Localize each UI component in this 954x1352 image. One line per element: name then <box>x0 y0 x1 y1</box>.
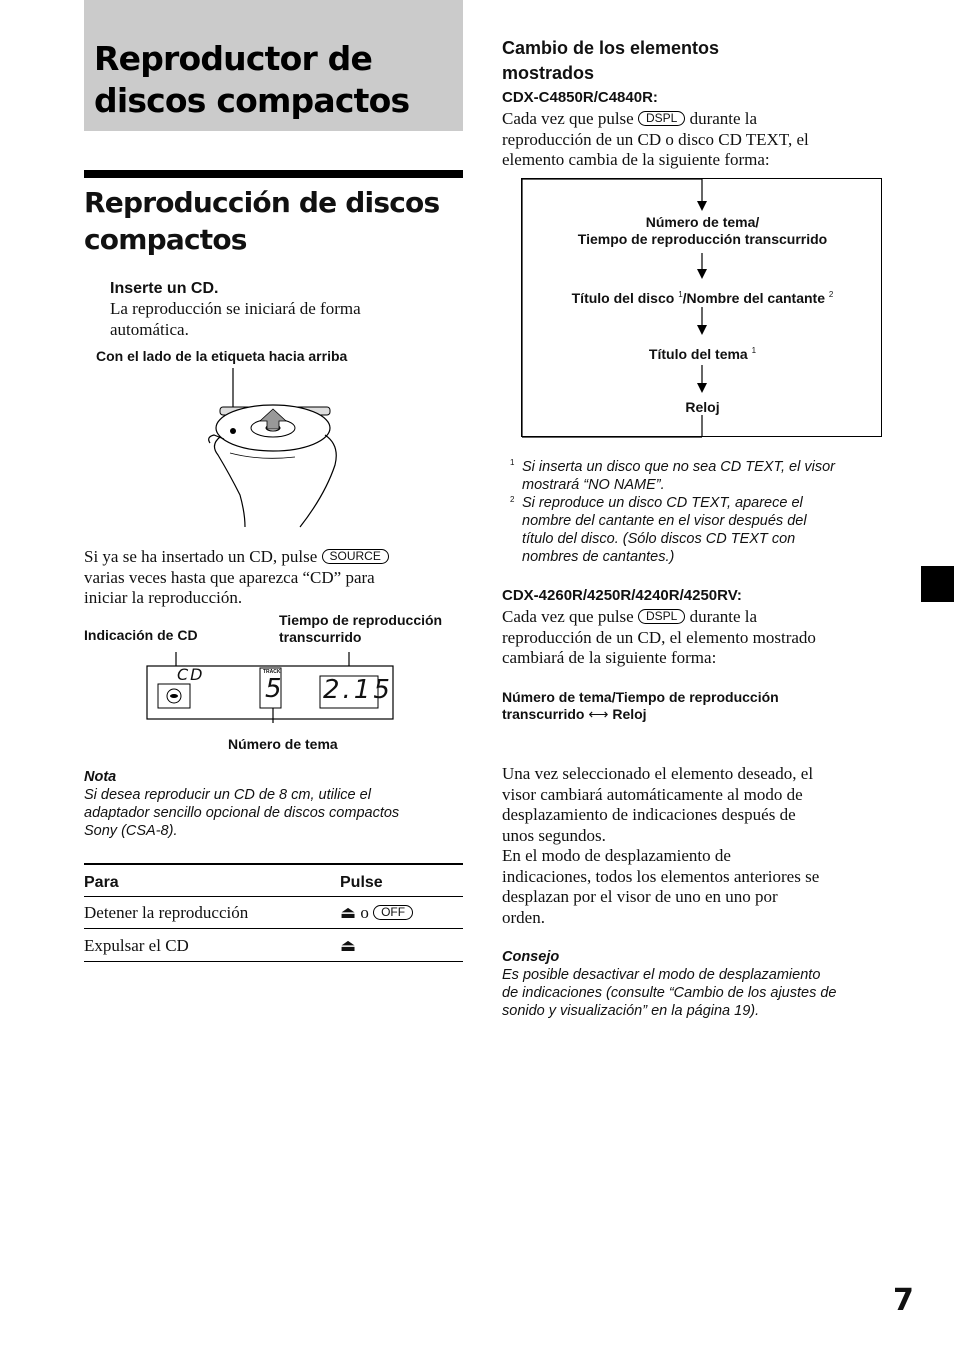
dspl-button[interactable]: DSPL <box>638 111 685 126</box>
label-elapsed-time: Tiempo de reproducción transcurrido <box>279 612 443 645</box>
table-rule <box>84 928 463 929</box>
flow-item-disc-title: Título del disco $^1$/Nombre del cantante $^2$ <box>571 290 834 306</box>
table-head-pulse: Pulse <box>340 874 383 891</box>
section-thumb-tab <box>921 566 954 602</box>
consejo: Consejo Es posible desactivar el modo de desplazamiento de indicaciones (consulte “Cambio de los ajustes de sonido y visualización” en la página 19). <box>502 949 837 1019</box>
nota: Nota Si desea reproducir un CD de 8 cm, utilice el adaptador sencillo opcional de discos compactos Sony (CSA-8). <box>84 769 400 839</box>
model-a: CDX-C4850R/C4840R: <box>502 89 658 106</box>
dspl-button[interactable]: DSPL <box>638 609 685 624</box>
source-button[interactable]: SOURCE <box>322 549 389 564</box>
cd-indicator: CD <box>177 665 205 684</box>
flow-item-track-time: Número de tema/ Tiempo de reproducción transcurrido <box>577 214 828 247</box>
footnote-2-num: 2 <box>510 495 515 504</box>
insert-step: Inserte un CD. <box>110 280 219 297</box>
table-row-stop: Detener la reproducción <box>84 903 249 922</box>
table-row-eject: Expulsar el CD <box>84 936 189 955</box>
label-cd-indication: Indicación de CD <box>84 627 198 643</box>
off-button[interactable]: OFF <box>373 905 413 920</box>
scroll-mode-paragraph: Una vez seleccionado el elemento deseado, el visor cambiará automáticamente al modo de desplazamiento de indicaciones después de unos segundos. En el modo de desplazamiento de indicaciones, todos los elementos anteriores se desplazan por el visor de uno en uno por orden. <box>502 764 820 927</box>
footnote-1-num: 1 <box>510 458 515 467</box>
already-inserted-text: Si ya se ha insertado un CD, pulse SOURCE varias veces hasta que aparezca “CD” para iniciar la reproducción. <box>84 547 389 609</box>
section-rule <box>84 170 463 178</box>
insert-text: La reproducción se iniciará de forma automática. <box>110 299 361 339</box>
eject-icon[interactable]: ⏏ <box>340 903 357 922</box>
section-title: Reproducción de discos compactos <box>84 186 440 256</box>
table-head-para: Para <box>84 874 119 891</box>
flow-item-track-title: Título del tema $^1$ <box>648 346 757 362</box>
table-top-rule <box>84 863 463 865</box>
eject-icon[interactable]: ⏏ <box>340 936 357 955</box>
cd-insert-illustration <box>200 365 350 530</box>
model-b: CDX-4260R/4250R/4240R/4250RV: <box>502 587 742 604</box>
table-rule <box>84 896 463 897</box>
page-title: Reproductor de discos compactos <box>94 39 410 120</box>
table-row-stop-keys: ⏏ o OFF <box>340 903 413 924</box>
time-digits: 2.15 <box>323 675 393 705</box>
footnote-1: Si inserta un disco que no sea CD TEXT, el visor mostrará “NO NAME”. <box>522 459 835 493</box>
flow-item-clock: Reloj <box>685 399 720 415</box>
label-side-up: Con el lado de la etiqueta hacia arriba <box>96 348 348 364</box>
track-number-digit: 5 <box>265 674 282 704</box>
track-tag: TRACK <box>263 669 281 675</box>
page-number: 7 <box>893 1283 914 1318</box>
double-arrow-icon: ⟷ <box>588 706 609 722</box>
model-b-text: Cada vez que pulse DSPL durante la reproducción de un CD, el elemento mostrado cambiará de la siguiente forma: <box>502 607 816 667</box>
table-rule <box>84 961 463 962</box>
right-heading: Cambio de los elementos mostrados <box>502 38 720 83</box>
display-cycle-diagram <box>521 178 882 437</box>
footnote-2: Si reproduce un disco CD TEXT, aparece el nombre del cantante en el visor después del título del disco. (Sólo discos CD TEXT con nombres de cantantes.) <box>522 495 807 565</box>
model-b-toggle: Número de tema/Tiempo de reproducción transcurrido ⟷ Reloj <box>502 689 779 722</box>
model-a-text: Cada vez que pulse DSPL durante la reproducción de un CD o disco CD TEXT, el elemento cambia de la siguiente forma: <box>502 109 809 169</box>
label-track-number: Número de tema <box>228 736 338 752</box>
